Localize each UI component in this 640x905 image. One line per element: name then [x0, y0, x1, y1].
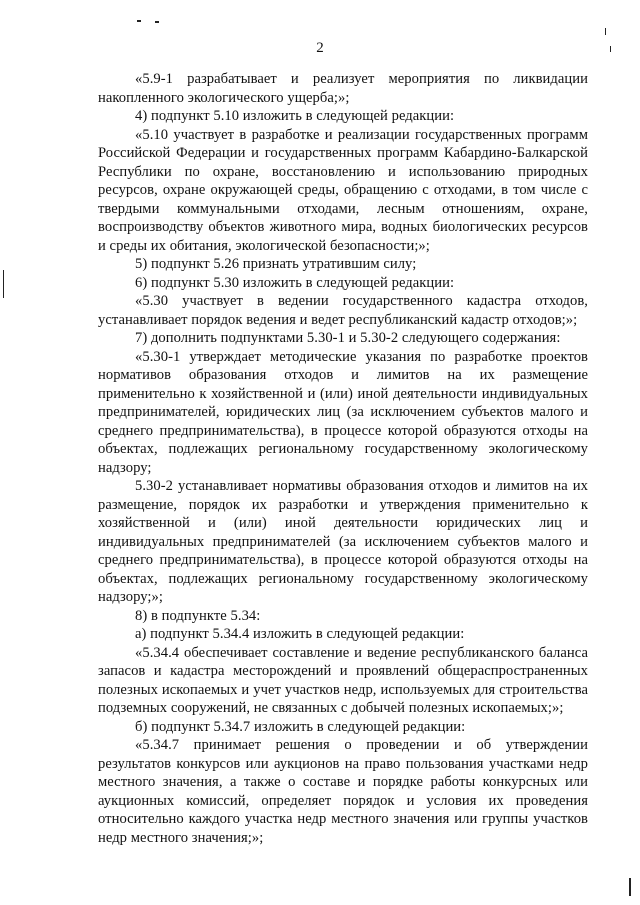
scan-mark [137, 20, 141, 22]
paragraph: «5.34.7 принимает решения о проведении и об утверждении результатов конкурсов или аукционов на право пользования участками недр местного значения, а также о составе и порядке работы конкурсных или аукционных комиссий, определяет порядок и условия их проведения относительно каждого участка недр местного значения или группы участков недр местного значения;»; [98, 737, 588, 846]
paragraph: а) подпункт 5.34.4 изложить в следующей редакции: [135, 626, 465, 642]
scan-mark [605, 28, 606, 35]
scan-mark [629, 878, 631, 896]
paragraph: «5.30 участвует в ведении государственного кадастра отходов, устанавливает порядок ведения и ведет республиканский кадастр отходов;»; [98, 293, 588, 328]
paragraph: 5) подпункт 5.26 признать утратившим силу; [135, 256, 417, 272]
paragraph: «5.10 участвует в разработке и реализации государственных программ Российской Федерации и государственных программ Кабардино-Балкарской Республики по охране, восстановлению и использованию природных ресурсов, охране окружающей среды, обращению с отходами, в том числе с твердыми коммунальными отходами, лесным отношениям, охране, воспроизводству объектов животного мира, водных биологических ресурсов и среды их обитания, экологической безопасности;»; [98, 126, 588, 254]
paragraph: 4) подпункт 5.10 изложить в следующей редакции: [135, 108, 455, 124]
document-body [98, 70, 588, 847]
page-number: 2 [316, 40, 324, 56]
paragraph: «5.34.4 обеспечивает составление и ведение республиканского баланса запасов и кадастра месторождений и проявлений общераспространенных полезных ископаемых и учет участков недр, используемых для строительства подземных сооружений, не связанных с добычей полезных ископаемых;»; [98, 644, 588, 716]
paragraph: «5.9-1 разрабатывает и реализует мероприятия по ликвидации накопленного экологического ущерба;»; [98, 71, 588, 106]
paragraph: 8) в подпункте 5.34: [135, 607, 261, 624]
paragraph: 6) подпункт 5.30 изложить в следующей редакции: [135, 274, 455, 291]
paragraph: 5.30-2 устанавливает нормативы образования отходов и лимитов на их размещение, порядок их разработки и утверждения применительно к хозяйственной и (или) иной деятельности юридических лиц и индивидуальных предпринимателей (за исключением субъектов малого и среднего предпринимательства), в процессе которой образуются отходы на объектах, подлежащих региональному государственному экологическому надзору;»; [98, 478, 588, 605]
paragraph: «5.30-1 утверждает методические указания по разработке проектов нормативов образования отходов и лимитов на их размещение применительно к хозяйственной и (или) иной деятельности индивидуальных предпринимателей, юридических лиц (за исключением субъектов малого и среднего предпринимательства), в процессе которой образуются отходы на объектах, подлежащих региональному государственному экологическому надзору; [98, 348, 588, 476]
paragraph: 7) дополнить подпунктами 5.30-1 и 5.30-2 следующего содержания: [135, 330, 561, 346]
scan-mark [3, 270, 4, 298]
scan-mark [155, 21, 159, 23]
paragraph: б) подпункт 5.34.7 изложить в следующей редакции: [135, 718, 466, 735]
